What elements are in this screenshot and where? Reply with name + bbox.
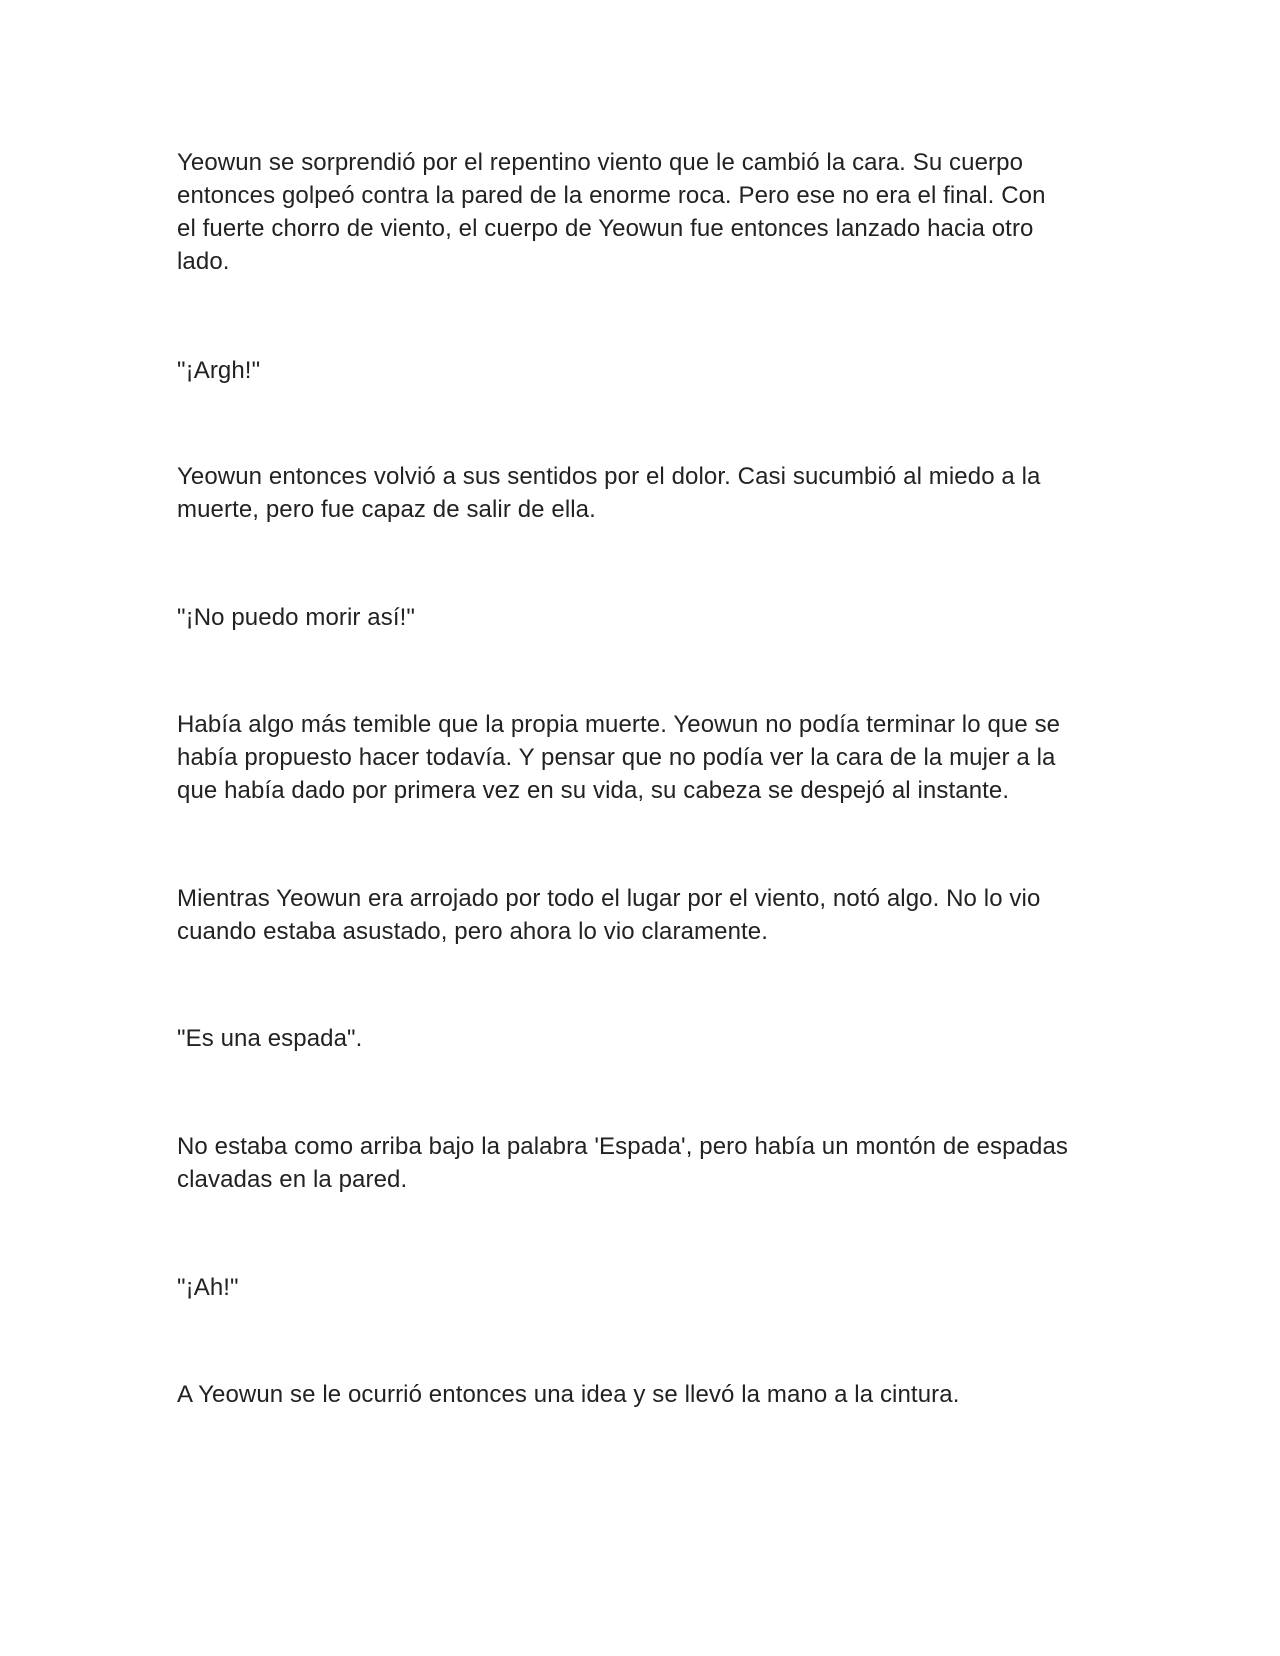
paragraph-line: muerte, pero fue capaz de salir de ella. — [177, 496, 596, 523]
paragraph-line: Había algo más temible que la propia muerte. Yeowun no podía terminar lo que se — [177, 711, 1061, 738]
paragraph-2 — [177, 354, 1107, 387]
paragraph-line: el fuerte chorro de viento, el cuerpo de Yeowun fue entonces lanzado hacia otro — [177, 215, 1034, 242]
paragraph-9 — [177, 1271, 1107, 1304]
paragraph-line: clavadas en la pared. — [177, 1166, 408, 1193]
paragraph-5 — [177, 708, 1107, 807]
paragraph-8 — [177, 1130, 1107, 1196]
paragraph-line: Yeowun se sorprendió por el repentino viento que le cambió la cara. Su cuerpo — [177, 149, 1024, 176]
paragraph-6 — [177, 882, 1107, 948]
paragraph-line: No estaba como arriba bajo la palabra 'Espada', pero había un montón de espadas — [177, 1133, 1068, 1160]
paragraph-line: "¡No puedo morir así!" — [177, 604, 415, 631]
paragraph-1 — [177, 146, 1107, 278]
paragraph-line: "¡Argh!" — [177, 357, 261, 384]
paragraph-line: A Yeowun se le ocurrió entonces una idea y se llevó la mano a la cintura. — [177, 1381, 960, 1408]
paragraph-10 — [177, 1378, 1107, 1411]
paragraph-4 — [177, 601, 1107, 634]
paragraph-line: había propuesto hacer todavía. Y pensar que no podía ver la cara de la mujer a la — [177, 744, 1056, 771]
paragraph-3 — [177, 460, 1107, 526]
paragraph-line: Yeowun entonces volvió a sus sentidos por el dolor. Casi sucumbió al miedo a la — [177, 463, 1041, 490]
paragraph-line: "¡Ah!" — [177, 1274, 239, 1301]
paragraph-line: "Es una espada". — [177, 1025, 363, 1052]
paragraph-line: que había dado por primera vez en su vida, su cabeza se despejó al instante. — [177, 777, 1010, 804]
paragraph-7 — [177, 1022, 1107, 1055]
paragraph-line: entonces golpeó contra la pared de la enorme roca. Pero ese no era el final. Con — [177, 182, 1046, 209]
paragraph-line: lado. — [177, 248, 230, 275]
paragraph-line: Mientras Yeowun era arrojado por todo el lugar por el viento, notó algo. No lo vio — [177, 885, 1041, 912]
paragraph-line: cuando estaba asustado, pero ahora lo vio claramente. — [177, 918, 769, 945]
